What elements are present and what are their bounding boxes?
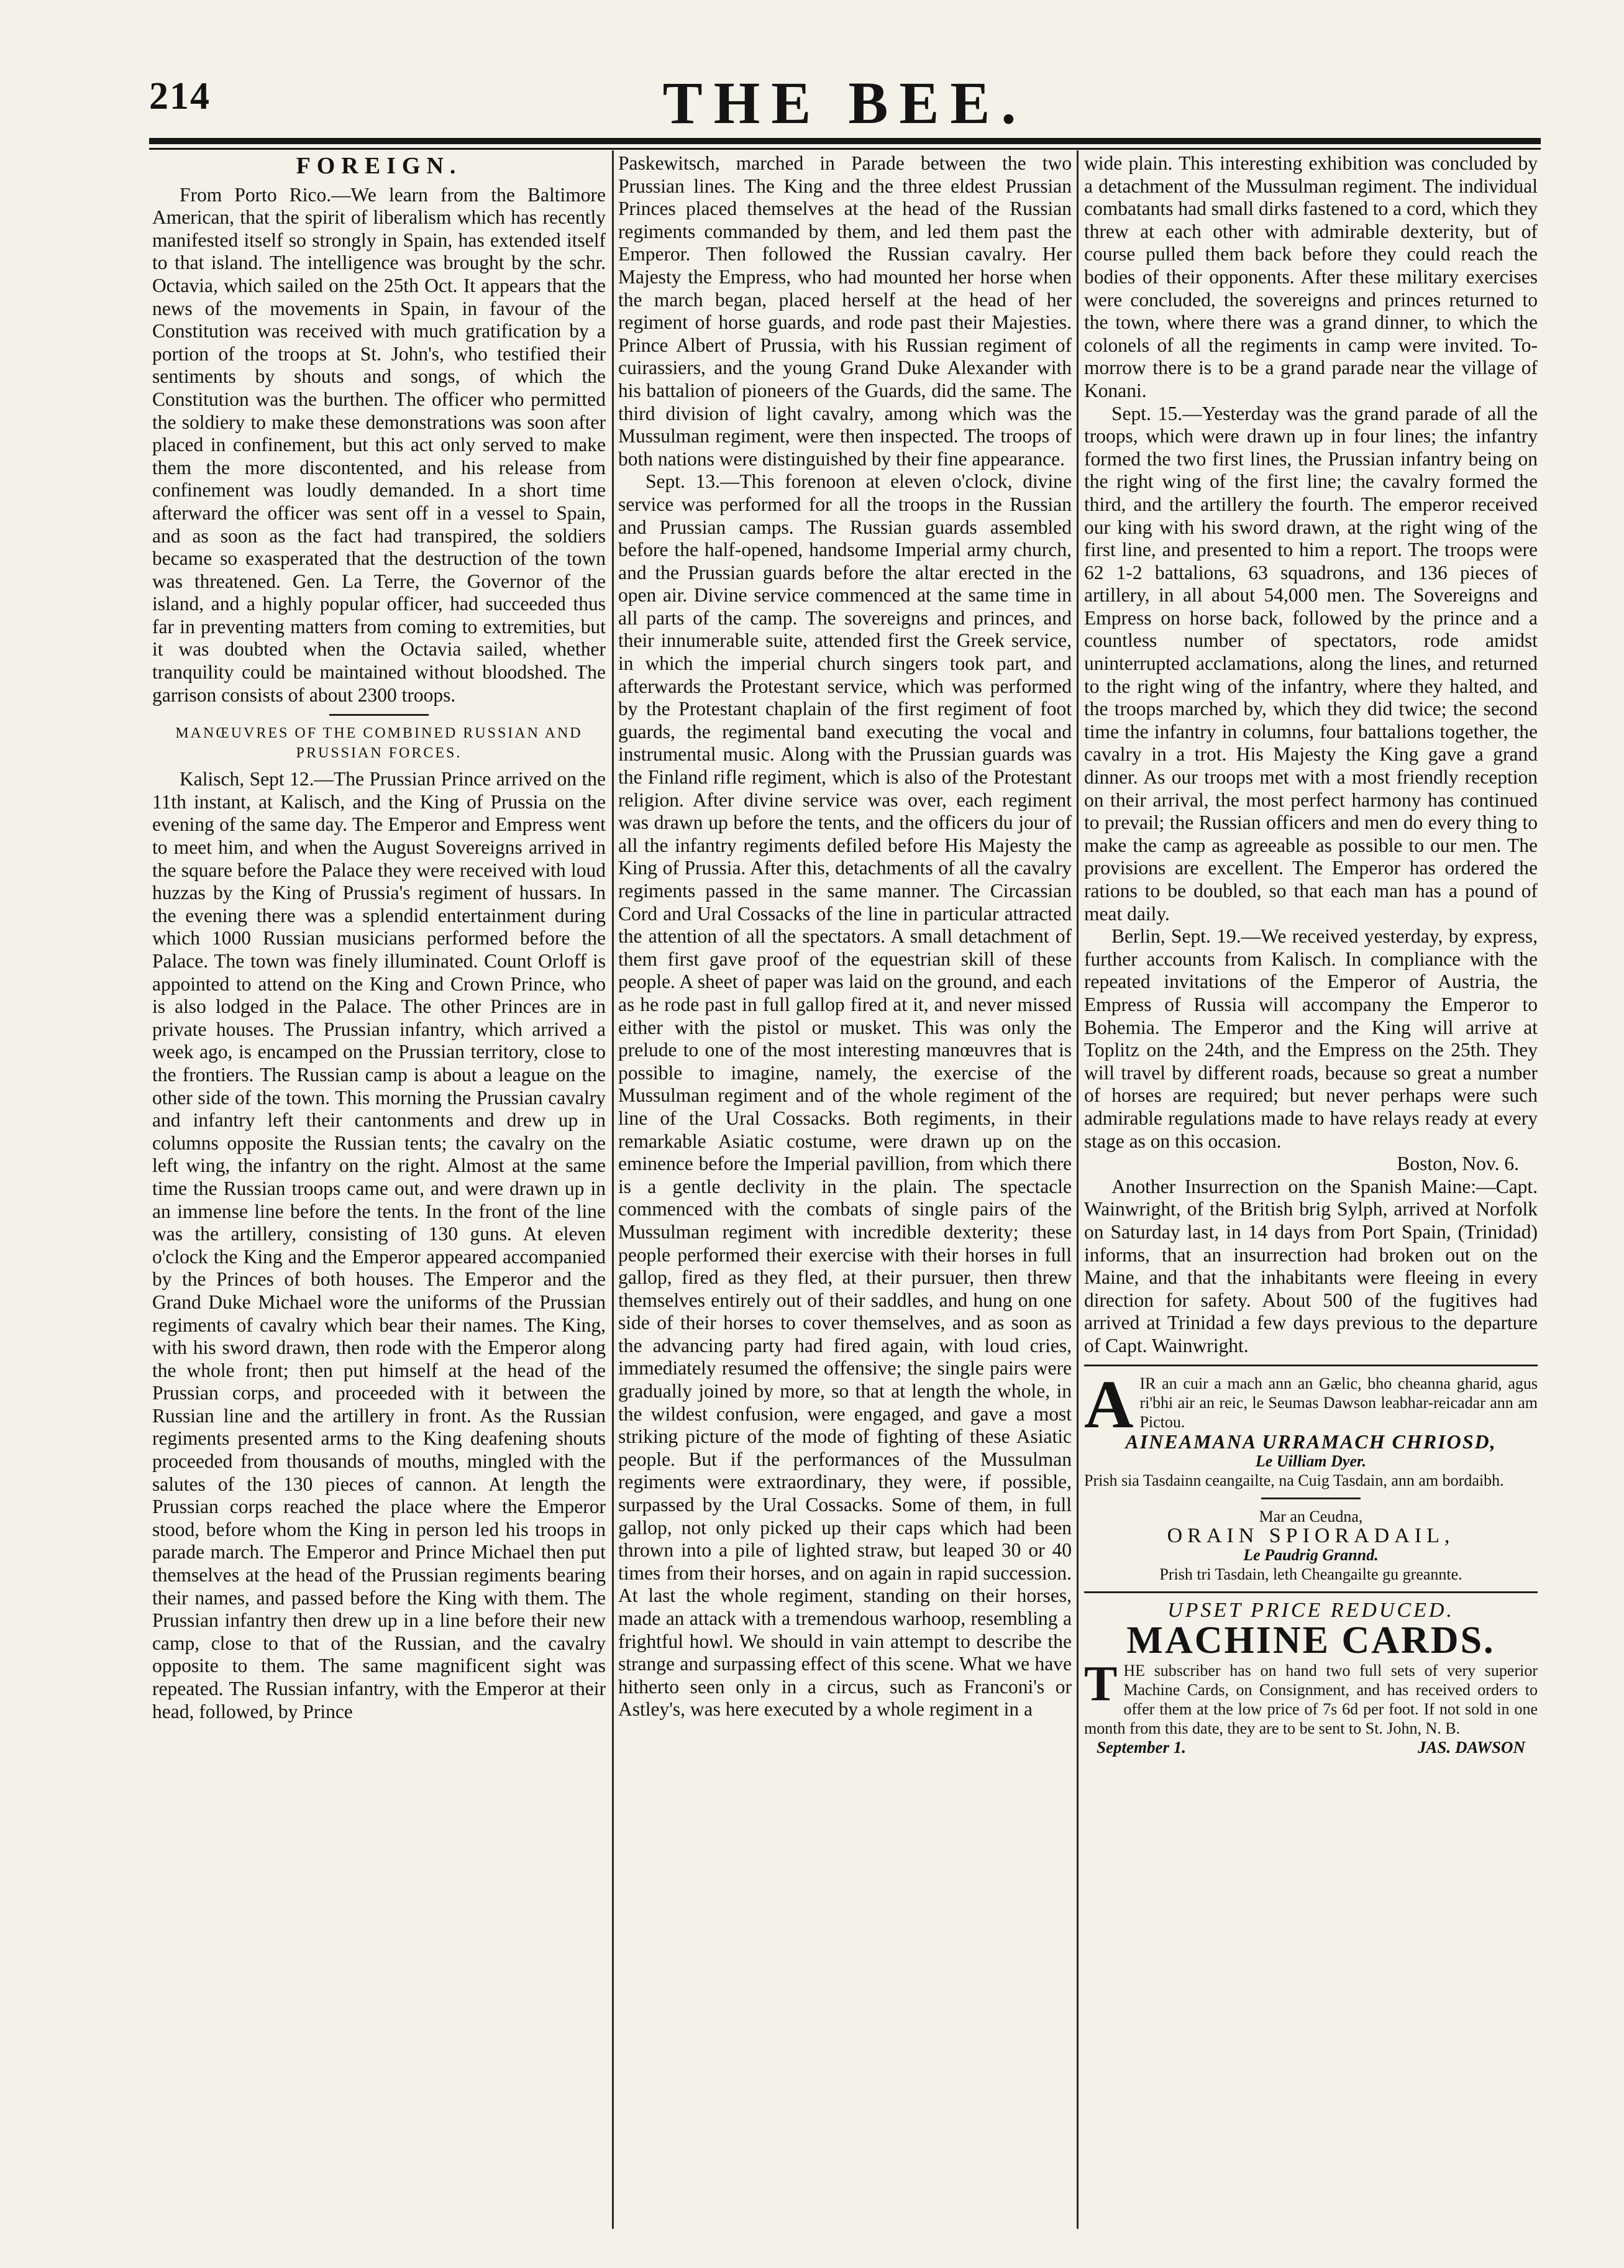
drop-cap: A <box>1084 1366 1134 1443</box>
column-2 <box>618 152 1072 2231</box>
page-header <box>149 68 1541 137</box>
ad-separator <box>1084 1365 1538 1366</box>
ad-separator <box>1261 1498 1361 1499</box>
ad-book-author: Le Uilliam Dyer. <box>1255 1452 1367 1471</box>
ad-separator <box>1084 1591 1538 1593</box>
header-rule-thick <box>149 138 1541 144</box>
ad-date: September 1. <box>1097 1738 1186 1757</box>
article-continuation: Paskewitsch, marched in Parade between the two Prussian lines. The King and the three eldest Prussian Princes placed themselves at the head of the Russian regiments commanded by them, and led them past the Emperor. Then followed the Russian cavalry. Her Majesty the Empress, who had mounted her horse when the march began, placed herself at the head of her regiment of horse guards, and rode past their Majesties. Prince Albert of Prussia, with his Russian regiment of cuirassiers, and the young Grand Duke Alexander with his battalion of pioneers of the Guards, did the same. The third division of light cavalry, among which was the Mussulman regiment, were then inspected. The troops of both nations were distinguished by their fine appearance. <box>618 152 1072 470</box>
ad-intro: Mar an Ceudna, <box>1259 1507 1363 1526</box>
ad-machine-cards-title: MACHINE CARDS. <box>1126 1619 1495 1662</box>
ad-price: Prish tri Tasdain, leth Cheangailte gu greannte. <box>1159 1565 1462 1584</box>
article-porto-rico: From Porto Rico.—We learn from the Baltimore American, that the spirit of liberalism which has recently manifested itself so strongly in Spain, has extended itself to that island. The intelligence was brought by the schr. Octavia, which sailed on the 25th Oct. It appears that the news of the movements in Spain, in favour of the Constitution was received with much gratification by a portion of the troops at St. John's, who testified their sentiments by shouts and songs, of which the Constitution was the burthen. The officer who permitted the soldiery to make these demonstrations was soon after placed in confinement, but this act only served to make them the more discontented, and his release from confinement was loudly demanded. In a short time afterward the officer was sent off in a vessel to Spain, and as soon as the fact had transpired, the soldiers became so exasperated that the destruction of the town was threatened. Gen. La Terre, the Governor of the island, and a highly popular officer, had succeeded thus far in preventing matters from coming to extremities, but it was doubted when the Octavia sailed, whether tranquility could be maintained without bloodshed. The garrison consists of about 2300 troops. <box>152 183 606 706</box>
article-continuation: wide plain. This interesting exhibition was concluded by a detachment of the Mussulman regiment. The individual combatants had small dirks fastened to a cord, which they threw at each other with admirable dexterity, but of course pulled them back before they could reach the bodies of their opponents. After these military exercises were concluded, the sovereigns and princes returned to the town, where there was a grand dinner, to which the colonels of all the regiments in camp were invited. To-morrow there is to be a grand parade near the village of Konani. <box>1084 152 1538 401</box>
column-divider <box>1077 150 1079 2229</box>
article-subhead-manoeuvres: MANŒUVRES OF THE COMBINED RUSSIAN AND PRUSSIAN FORCES. <box>175 725 583 762</box>
article-sept-15: Sept. 15.—Yesterday was the grand parade of all the troops, which were drawn up in four lines; the infantry formed the two first lines, the Prussian infantry being on the right wing of the first line; the cavalry formed the third, and the artillery the fourth. The emperor received our king with his sword drawn, at the right wing of the first line, and presented to him a report. The troops were 62 1-2 battalions, 63 squadrons, and 136 pieces of artillery, in all about 54,000 men. The Sovereigns and Empress on horse back, followed by the prince and a countless number of spectators, rode amidst uninterrupted acclamations, along the lines, and returned to the right wing of the infantry, where they halted, and the troops marched by, which they did twice; the second time the infantry in columns, four battalions together, the cavalry in a trot. His Majesty the King gave a grand dinner. As our troops met with a most friendly reception on their arrival, the most perfect harmony has continued to prevail; the Russian officers and men do every thing to make the camp as agreeable as possible to our men. The provisions are excellent. The Emperor has ordered the rations to be doubled, so that each man has a pound of meat daily. <box>1084 402 1538 925</box>
column-1 <box>152 152 606 2231</box>
ad-book-author: Le Paudrig Grannd. <box>1243 1546 1379 1565</box>
article-sept-13: Sept. 13.—This forenoon at eleven o'clock, divine service was performed for all the troops in the Russian and Prussian camps. The Russian guards assembled before the half-opened, handsome Imperial army church, and the Prussian guards before the altar erected in the open air. Divine service commenced at the same time in all parts of the camp. The sovereigns and princes, and their innumerable suite, attended first the Greek service, in which the imperial church singers took part, and afterwards the Protestant service, which was performed by the Protestant chaplain of the first regiment of foot guards, the regimental band executing the vocal and instrumental music. Along with the Prussian guards was the Finland rifle regiment, which is also of the Protestant religion. After divine service was over, each regiment was drawn up before the tents, and the officers du jour of all the infantry regiments defiled before His Majesty the King of Prussia. After this, detachments of all the cavalry regiments passed in the same manner. The Circassian Cord and Ural Cossacks of the line in particular attracted the attention of all the spectators. A small detachment of them first gave proof of the equestrian skill of these people. A sheet of paper was laid on the ground, and each as he rode past in full gallop fired at it, and never missed either with the pistol or musket. This was only the prelude to one of the most interesting manœuvres that is possible to imagine, namely, the exercise of the Mussulman regiment and of the whole regiment of the line of the Ural Cossacks. Both regiments, in their remarkable Asiatic costume, were drawn up on the eminence before the Imperial pavillion, from which there is a gentle declivity in the plain. The spectacle commenced with the combats of single pairs of the Mussulman regiment with incredible dexterity; these people performed their exercise with their horses in full gallop, fired as they fled, at their pursuer, then threw themselves entirely out of their saddles, and hung on one side of their horses to cover themselves, and as soon as the advancing party had fired again, with loud cries, immediately resumed the offensive; the single pairs were gradually joined by more, so that at length the whole, in the wildest confusion, were engaged, and gave a most striking picture of the mode of fighting of these Asiatic people. But if the performances of the Mussulman regiments were extraordinary, they were, if possible, surpassed by the Ural Cossacks. Some of them, in full gallop, not only picked up their caps which had been thrown into a pile of lighted straw, but leaped 30 or 40 times from their horses, and on again in rapid succession. At last the whole regiment, standing on their horses, made an attack with a tremendous warhoop, resembling a frightful howl. We should in vain attempt to describe the strange and surpassing effect of this scene. What we have hitherto seen only in a circus, such as Franconi's or Astley's, was here executed by a whole regiment in a <box>618 470 1072 1721</box>
drop-cap: T <box>1084 1657 1118 1712</box>
section-title-foreign: FOREIGN. <box>296 153 462 179</box>
ad-signature: JAS. DAWSON <box>1417 1738 1525 1757</box>
dateline-boston: Boston, Nov. 6. <box>1397 1153 1519 1175</box>
advertisement-gaelic-book <box>1084 1366 1538 1490</box>
ad-book-title: ORAIN SPIORADAIL, <box>1167 1524 1455 1548</box>
article-kalisch-sept-12: Kalisch, Sept 12.—The Prussian Prince arrived on the 11th instant, at Kalisch, and the King of Prussia on the evening of the same day. The Emperor and Empress went to meet him, and when the August Sovereigns arrived in the square before the Palace they were received with loud huzzas by the King of Prussia's regiment of hussars. In the evening there was a splendid entertainment during which 1000 Russian musicians performed before the Palace. The town was finely illuminated. Count Orloff is appointed to attend on the King and Crown Prince, who is also lodged in the Palace. The other Princes are in private houses. The Prussian infantry, which arrived a week ago, is encamped on the Prussian territory, close to the frontiers. The Russian camp is about a league on the other side of the town. This morning the Prussian cavalry and infantry left their cantonments and drew up in columns opposite the Russian tents; the cavalry on the left wing, the infantry on the right. Almost at the same time the Russian troops came out, and were drawn up in an immense line before the tents. In the front of the line was the artillery, consisting of 130 guns. At eleven o'clock the King and the Emperor appeared accompanied by the Princes of both houses. The Emperor and the Grand Duke Michael wore the uniforms of the Prussian regiments of cavalry which bear their names. The King, with his sword drawn, then rode with the Emperor along the whole front; then put himself at the head of the Prussian corps, and proceeded with it between the Russian line and the artillery in front. As the Russian regiments presented arms to the King deafening shouts proceeded from thousands of mouths, mingled with the salutes of the 130 pieces of cannon. At length the Prussian corps reached the place where the Emperor stood, before whom the King in person led his troops in parade march. The Emperor and Prince Michael then put themselves at the head of the Prussian regiments bearing their names, and passed before the King with them. The Prussian infantry then drew up in a line before their new camp, close to that of the Russian, and the cavalry opposite to them. The same magnificent sight was repeated. The Russian infantry, with the Emperor at their head, followed, by Prince <box>152 768 606 1722</box>
article-berlin-sept-19: Berlin, Sept. 19.—We received yesterday, by express, further accounts from Kalisch. In compliance with the repeated invitations of the Emperor of Austria, the Empress of Russia will accompany the Emperor to Bohemia. The Emperor and the King will arrive at Toplitz on the 24th, and the Empress on the 25th. They will travel by different roads, because so great a number of horses are required; but never perhaps were such admirable regulations made to have relays ready at every stage as on this occasion. <box>1084 925 1538 1152</box>
column-3 <box>1084 152 1538 2231</box>
page-number: 214 <box>149 75 211 117</box>
advertisement-machine-cards <box>1084 1601 1538 1757</box>
article-insurrection: Another Insurrection on the Spanish Maine:—Capt. Wainwright, of the British brig Sylph, arrived at Norfolk on Saturday last, in 14 days from Port Spain, (Trinidad) informs, that an insurrection had broken out on the Maine, and that the inhabitants were fleeing in every direction for safety. About 500 of the fugitives had arrived at Trinidad a few days previous to the departure of Capt. Wainwright. <box>1084 1175 1538 1356</box>
advertisement-orain <box>1084 1507 1538 1584</box>
header-rule-thin <box>149 148 1541 150</box>
ad-price: Prish sia Tasdainn ceangailte, na Cuig Tasdain, ann am bordaibh. <box>1084 1471 1504 1490</box>
ad-text: IR an cuir a mach ann an Gælic, bho cheanna gharid, agus ri'bhi air an reic, le Seumas Dawson leabhar-reicadar ann am Pictou. <box>1139 1374 1538 1432</box>
ad-upset-price: UPSET PRICE REDUCED. <box>1167 1599 1454 1622</box>
ad-signature-line <box>1084 1738 1538 1757</box>
column-divider <box>612 150 614 2229</box>
masthead-title: THE BEE. <box>662 70 1028 136</box>
ad-book-title: AINEAMANA URRAMACH CHRIOSD, <box>1125 1430 1497 1453</box>
article-separator <box>329 714 429 716</box>
ad-text: HE subscriber has on hand two full sets of very superior Machine Cards, on Consignment, and has received orders to offer them at the low price of 7s 6d per foot. If not sold in one month from this date, they are to be sent to St. John, N. B. <box>1084 1662 1538 1738</box>
